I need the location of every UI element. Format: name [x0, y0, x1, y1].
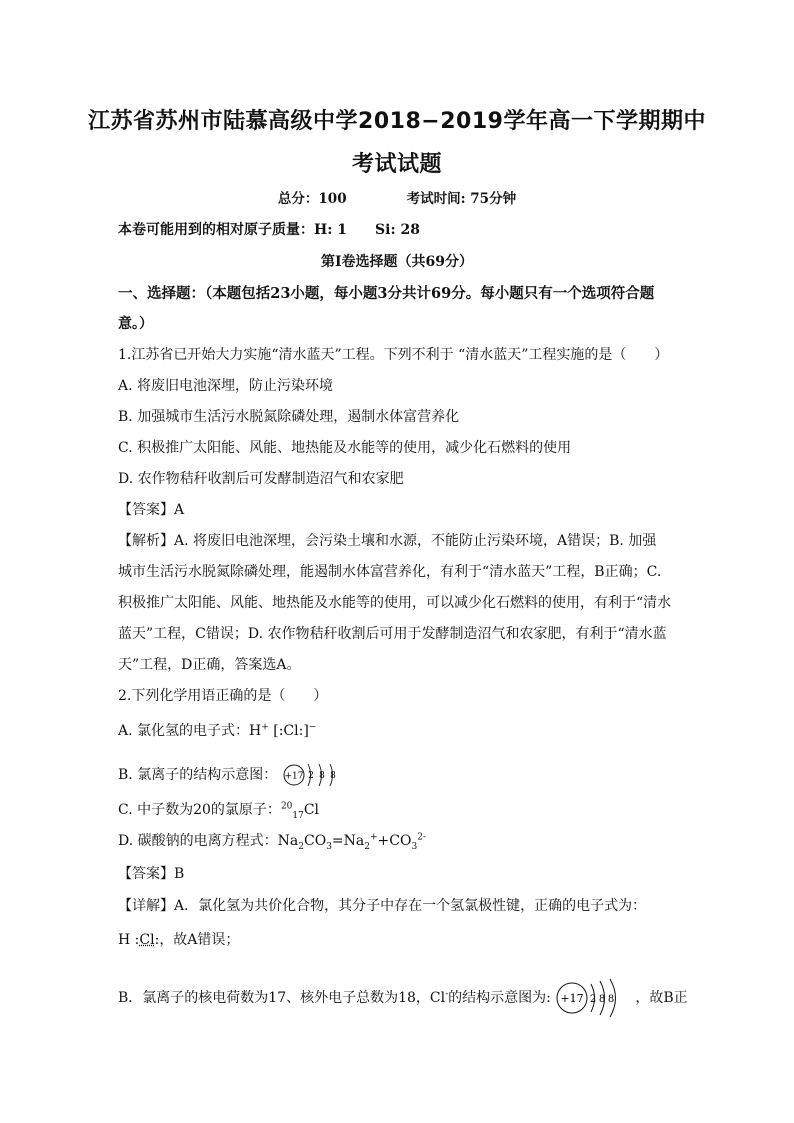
detail-sup: -: [445, 989, 449, 1000]
q2-option-c-label: C. 中子数为20的氯原子：: [118, 802, 281, 818]
q1-analysis-line: 蓝天”工程，C错误；D. 农作物秸秆收割后可用于发酵制造沼气和农家肥，有利于“清水蓝: [118, 626, 667, 642]
formula-dots: :: [278, 723, 284, 739]
formula-cl: Cl: [139, 932, 155, 948]
q2-stem: 2.下列化学用语正确的是（ ）: [118, 688, 328, 704]
formula-bracket: [: [273, 723, 279, 739]
q2-detail-line3: [118, 978, 688, 1018]
detail-text: ，故B正: [635, 990, 688, 1006]
shell-count: 2: [307, 771, 314, 781]
q1-option-a: A. 将废旧电池深埋，防止污染环境: [118, 378, 334, 394]
eq-part: +CO: [377, 833, 412, 849]
formula-cl: Cl: [283, 723, 299, 739]
q1-analysis-line: 积极推广太阳能、风能、地热能及水能等的使用，可以减少化石燃料的使用，有利于“清水: [118, 595, 672, 611]
q1-option-c: C. 积极推广太阳能、风能、地热能及水能等的使用，减少化石燃料的使用: [118, 440, 572, 456]
formula-dots: :: [134, 932, 140, 948]
hcl-correct-formula: [118, 932, 159, 948]
q2-detail-line1: 【详解】A．氯化氢为共价化合物，其分子中存在一个氢氯极性键，正确的电子式为：: [118, 898, 647, 914]
document-title-line1: 江苏省苏州市陆慕高级中学2018−2019学年高一下学期期中: [88, 109, 706, 134]
document-title-line2: 考试试题: [351, 152, 442, 177]
q1-analysis-line: 城市生活污水脱氮除磷处理，能遏制水体富营养化，有利于“清水蓝天”工程，B正确；C.: [118, 564, 662, 580]
q2-option-a: [118, 720, 316, 740]
eq-sub: 2: [298, 841, 304, 852]
q1-analysis-line: 【解析】A. 将废旧电池深埋，会污染土壤和水源，不能防止污染环境，A错误；B. 加强: [118, 533, 657, 549]
formula-bracket: ]: [303, 723, 309, 739]
q2-detail-formula-line: [118, 929, 239, 949]
q2-option-d: [118, 830, 426, 852]
nucleus-label: +17: [560, 992, 584, 1005]
eq-sub: 2: [364, 841, 370, 852]
atomic-number: 17: [292, 810, 304, 821]
atomic-mass-note: 本卷可能用到的相对原子质量：H: 1 Si: 28: [118, 222, 420, 238]
q1-analysis-line: 天”工程，D正确，答案选A。: [118, 657, 301, 673]
shell-count: 8: [329, 771, 336, 781]
mass-number: 20: [280, 801, 293, 812]
section-header: 第I卷选择题（共69分）: [320, 254, 474, 270]
instruction-line2: 意。）: [118, 316, 153, 332]
shell-count: 2: [590, 994, 597, 1005]
eq-sub: 3: [326, 841, 332, 852]
exam-meta: [0, 187, 794, 207]
q2-option-c: [118, 799, 319, 821]
q1-answer: 【答案】A: [118, 502, 185, 518]
chloride-ion-structure-diagram: [555, 978, 635, 1018]
total-score: 总分：100: [277, 191, 347, 207]
q2-detail-a-conclusion: ，故A错误；: [159, 932, 240, 948]
chloride-ion-structure-diagram: [282, 760, 350, 790]
chlorine-isotope-formula: [280, 801, 320, 821]
formula-h: H: [118, 932, 131, 948]
detail-text: B．氯离子的核电荷数为17、核外电子总数为18，: [118, 990, 430, 1006]
instruction-line1: 一、选择题：（本题包括23小题，每小题3分共计69分。每小题只有一个选项符合题: [118, 285, 655, 302]
q1-option-b: B. 加强城市生活污水脱氮除磷处理，遏制水体富营养化: [118, 409, 460, 425]
q1-option-d: D. 农作物秸秆收割后可发酵制造沼气和农家肥: [118, 471, 404, 487]
shell-count: 8: [608, 994, 615, 1005]
q2-answer: 【答案】B: [118, 866, 185, 882]
shell-count: 8: [318, 771, 325, 781]
formula-dots: :: [154, 932, 160, 948]
exam-time: 考试时间: 75分钟: [406, 191, 517, 207]
q2-option-b-label: B. 氯离子的结构示意图：: [118, 767, 278, 783]
formula-h: H: [249, 723, 262, 739]
detail-text: 的结构示意图为:: [448, 990, 551, 1006]
q2-option-d-label: D. 碳酸钠的电离方程式：: [118, 833, 278, 849]
eq-sub: 3: [411, 841, 418, 852]
nucleus-label: +17: [284, 771, 304, 782]
element-symbol: Cl: [303, 802, 320, 818]
q2-option-a-label: A. 氯化氢的电子式：: [118, 723, 250, 739]
eq-part: Na: [277, 833, 299, 849]
ionization-equation: [277, 832, 426, 852]
q2-option-b: [118, 760, 350, 790]
hcl-wrong-formula: [249, 723, 316, 739]
formula-dots: :: [298, 723, 304, 739]
detail-cl: Cl: [429, 990, 446, 1006]
shell-count: 8: [599, 994, 606, 1005]
formula-sup: +: [261, 722, 269, 733]
q1-stem: 1.江苏省已开始大力实施“清水蓝天”工程。下列不利于 “清水蓝天”工程实施的是（ ）: [118, 347, 669, 363]
eq-part: CO: [303, 833, 327, 849]
formula-sup: −: [308, 722, 317, 733]
eq-sup: +: [369, 832, 378, 843]
eq-part: =Na: [331, 833, 365, 849]
eq-sup: 2-: [417, 832, 426, 843]
